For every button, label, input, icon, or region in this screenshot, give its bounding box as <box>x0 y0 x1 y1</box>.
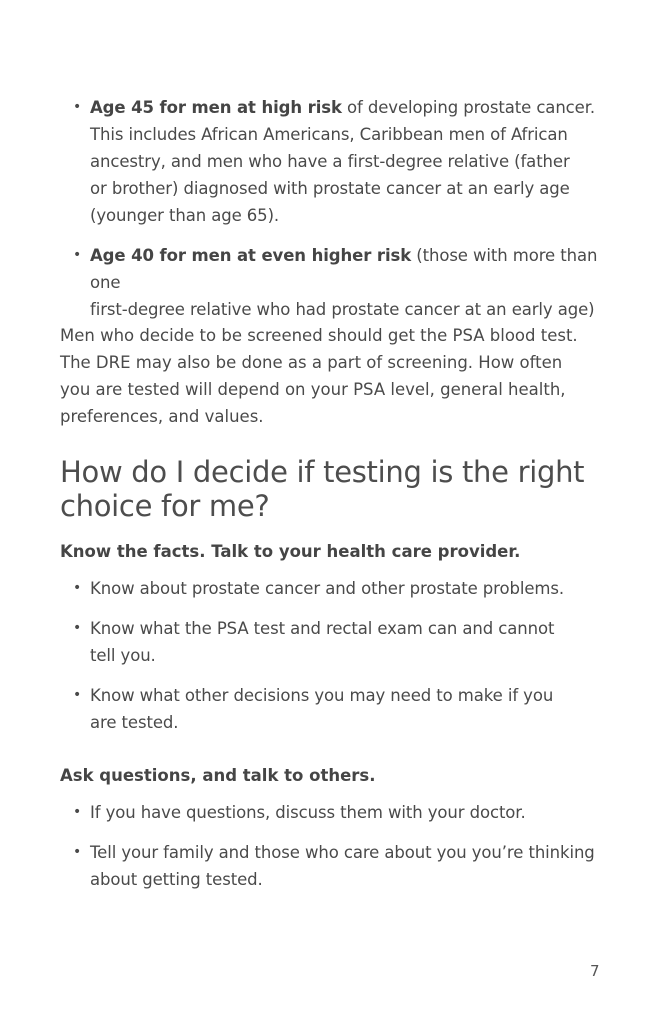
list-item-text: Know what other decisions you may need to make if you are tested. <box>90 686 554 732</box>
list-item-text: Know about prostate cancer and other prostate problems. <box>90 579 565 598</box>
list-item-text: Know what the PSA test and rectal exam can and cannot tell you. <box>90 619 555 665</box>
section-heading: How do I decide if testing is the right choice for me? <box>60 455 585 523</box>
list-item <box>60 615 620 669</box>
bullet-icon: • <box>73 247 82 263</box>
bullet-icon: • <box>73 580 82 596</box>
ask-list <box>60 799 620 906</box>
bullet-icon: • <box>73 620 82 636</box>
list-item-bold: Age 40 for men at even higher risk <box>90 246 412 265</box>
bullet-icon: • <box>73 844 82 860</box>
list-item-text: of developing prostate cancer. This includes African Americans, Caribbean men of African ancestry, and men who have a first-degree relative (father or brother) diagnosed with prostate cancer at an early age (younger than age 65). <box>90 98 596 225</box>
page-number: 7 <box>590 962 600 980</box>
facts-list <box>60 575 620 749</box>
bullet-icon: • <box>73 804 82 820</box>
list-item-bold: Age 45 for men at high risk <box>90 98 342 117</box>
ask-subheading: Ask questions, and talk to others. <box>60 766 376 785</box>
list-item <box>60 839 620 893</box>
list-item <box>60 575 620 602</box>
list-item-text: (those with more than one first-degree relative who had prostate cancer at an early age) <box>90 246 598 319</box>
bullet-icon: • <box>73 687 82 703</box>
list-item <box>60 242 620 323</box>
list-item-text: Tell your family and those who care about you you’re thinking about getting tested. <box>90 843 595 889</box>
facts-subheading: Know the facts. Talk to your health care provider. <box>60 542 521 561</box>
risk-age-list <box>60 94 620 323</box>
list-item <box>60 94 620 229</box>
list-item-text: If you have questions, discuss them with your doctor. <box>90 803 526 822</box>
list-item <box>60 799 620 826</box>
list-item <box>60 682 620 736</box>
bullet-icon: • <box>73 99 82 115</box>
screening-paragraph: Men who decide to be screened should get the PSA blood test. The DRE may also be done as a part of screening. How often you are tested will depend on your PSA level, general health, preferences, and values. <box>60 326 578 426</box>
